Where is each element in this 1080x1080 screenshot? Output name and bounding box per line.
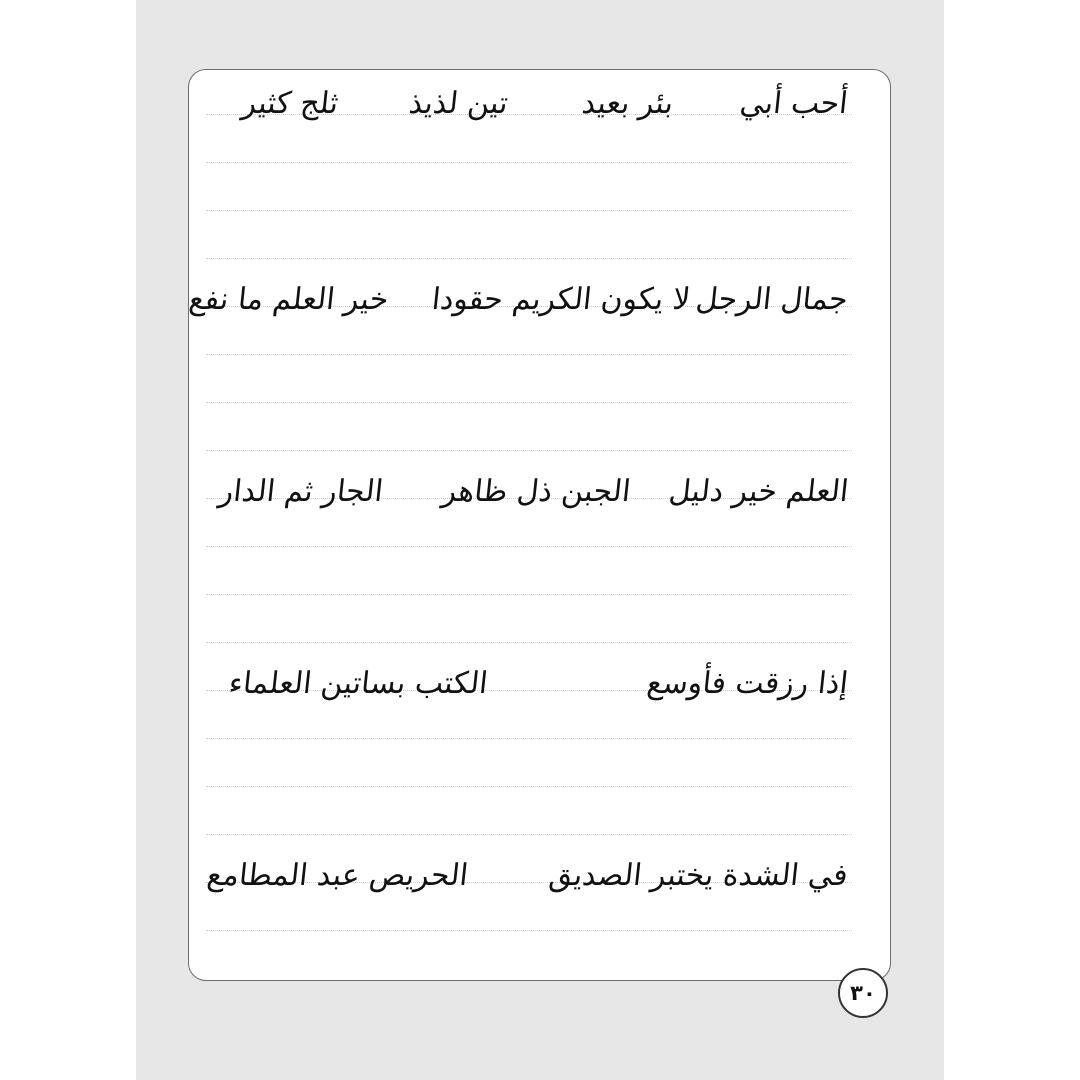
phrase: إذا رزقت فأوسع	[645, 666, 850, 701]
phrase: لا يكون الكريم حقودا	[430, 282, 692, 317]
guide-line	[206, 594, 852, 595]
guide-line	[206, 354, 852, 355]
phrase: تين لذيذ	[407, 86, 510, 121]
writing-sheet	[188, 69, 891, 981]
guide-line	[206, 162, 852, 163]
guide-line	[206, 258, 852, 259]
phrase: الكتب بساتين العلماء	[227, 666, 490, 701]
phrase-row-1	[208, 74, 848, 134]
phrase-row-5	[205, 846, 850, 906]
guide-line	[206, 210, 852, 211]
guide-line	[206, 786, 852, 787]
phrase-row-3	[208, 462, 848, 522]
guide-line	[206, 642, 852, 643]
phrase: الحريص عبد المطامع	[205, 858, 470, 893]
guide-line	[206, 738, 852, 739]
phrase: أحب أبي	[738, 86, 850, 121]
phrase: بئر بعيد	[580, 86, 675, 121]
phrase: الجبن ذل ظاهر	[439, 474, 632, 509]
guide-line	[206, 402, 852, 403]
guide-line	[206, 834, 852, 835]
guide-line	[206, 930, 852, 931]
page-number: ٣٠	[838, 968, 888, 1018]
phrase: ثلج كثير	[240, 86, 340, 121]
phrase: العلم خير دليل	[666, 474, 850, 509]
phrase-row-2	[186, 270, 850, 330]
guide-line	[206, 546, 852, 547]
phrase: خير العلم ما نفع	[186, 282, 390, 317]
phrase: الجار ثم الدار	[217, 474, 385, 509]
phrase-row-4	[208, 654, 848, 714]
guide-line	[206, 450, 852, 451]
phrase: في الشدة يختبر الصديق	[547, 858, 850, 893]
phrase: جمال الرجل	[694, 282, 850, 317]
